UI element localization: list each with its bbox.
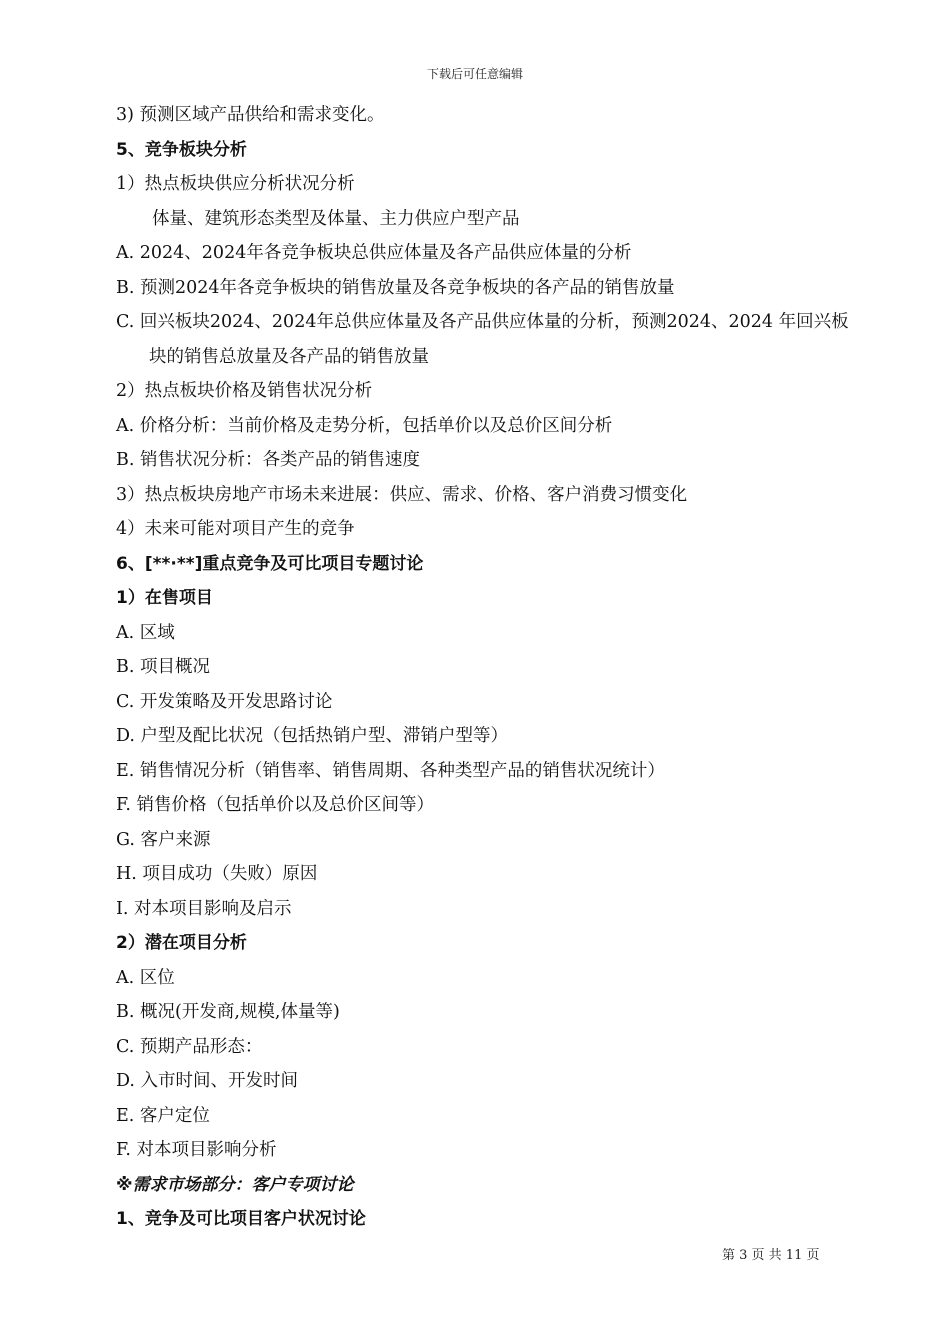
- list-item: C. 预期产品形态：: [116, 1036, 263, 1057]
- list-item: A. 区位: [116, 967, 175, 988]
- text-line: 体量、建筑形态类型及体量、主力供应户型产品: [152, 208, 520, 229]
- list-item: I. 对本项目影响及启示: [116, 898, 292, 919]
- text-line: 3）热点板块房地产市场未来进展：供应、需求、价格、客户消费习惯变化: [116, 484, 688, 505]
- section-heading: 5、竞争板块分析: [116, 139, 247, 160]
- document-body: [116, 98, 856, 1237]
- list-item: B. 预测2024年各竞争板块的销售放量及各竞争板块的各产品的销售放量: [116, 277, 675, 298]
- text-line: 1）热点板块供应分析状况分析: [116, 174, 355, 194]
- part-heading: ※需求市场部分：客户专项讨论: [116, 1174, 354, 1195]
- list-item: G. 客户来源: [116, 829, 211, 850]
- subsection-heading: 1）在售项目: [116, 588, 213, 608]
- list-item: H. 项目成功（失败）原因: [116, 864, 318, 884]
- text-line: 2）热点板块价格及销售状况分析: [116, 381, 373, 401]
- page-header: 下载后可任意编辑: [426, 67, 523, 81]
- section-heading: 1、竞争及可比项目客户状况讨论: [116, 1209, 366, 1229]
- list-item: B. 概况(开发商,规模,体量等): [116, 1002, 340, 1022]
- list-item: E. 客户定位: [116, 1105, 210, 1126]
- list-item: F. 对本项目影响分析: [116, 1140, 277, 1160]
- subsection-heading: 2）潜在项目分析: [116, 933, 247, 953]
- list-item: C. 开发策略及开发思路讨论: [116, 691, 333, 712]
- section-heading: 6、[**·**]重点竞争及可比项目专题讨论: [116, 553, 424, 574]
- list-item: F. 销售价格（包括单价以及总价区间等）: [116, 795, 435, 815]
- text-line: 3) 预测区域产品供给和需求变化。: [116, 105, 385, 125]
- list-item: D. 户型及配比状况（包括热销户型、滞销户型等）: [116, 726, 509, 746]
- page-number: 第 3 页 共 11 页: [722, 1248, 820, 1263]
- list-item: A. 价格分析：当前价格及走势分析，包括单价以及总价区间分析: [116, 415, 613, 436]
- list-item: B. 项目概况: [116, 657, 210, 677]
- list-item: D. 入市时间、开发时间: [116, 1071, 299, 1091]
- list-item: A. 2024、2024年各竞争板块总供应体量及各产品供应体量的分析: [116, 243, 632, 263]
- list-item: C. 回兴板块2024、2024年总供应体量及各产品供应体量的分析，预测2024、2024 年回兴板块的销售总放量及各产品的销售放量: [116, 312, 849, 367]
- list-item: A. 区域: [116, 622, 175, 643]
- text-line: 4）未来可能对项目产生的竞争: [116, 519, 355, 539]
- list-item: E. 销售情况分析（销售率、销售周期、各种类型产品的销售状况统计）: [116, 760, 665, 781]
- list-item: B. 销售状况分析：各类产品的销售速度: [116, 450, 420, 470]
